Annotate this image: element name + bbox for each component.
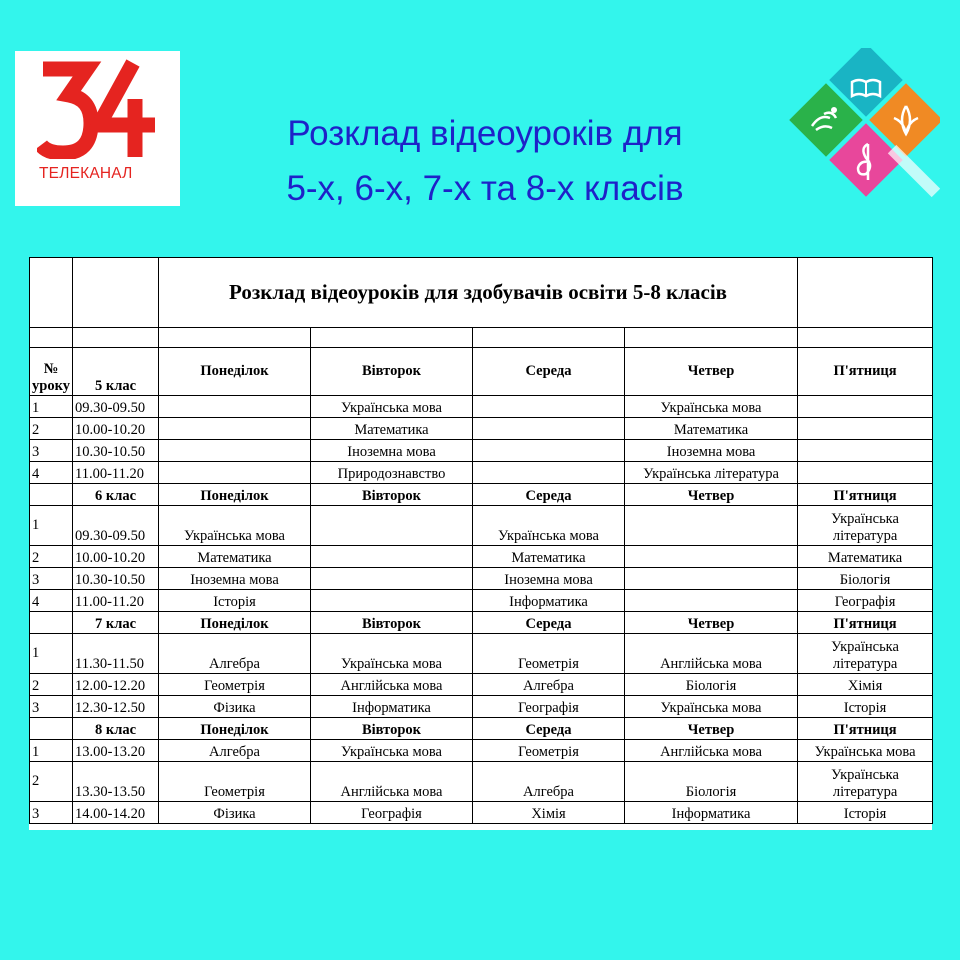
subject-cell (473, 440, 625, 462)
subject-cell: Українська мова (159, 506, 311, 546)
subject-cell (311, 506, 473, 546)
lesson-time: 12.00-12.20 (73, 674, 159, 696)
table-row (30, 396, 933, 418)
subject-cell (311, 590, 473, 612)
lesson-number: 1 (30, 740, 73, 762)
subject-cell: Українська література (625, 462, 798, 484)
subject-cell: Хімія (798, 674, 933, 696)
subject-cell (473, 396, 625, 418)
day-header-4: П'ятниця (798, 348, 933, 396)
lesson-number: 3 (30, 802, 73, 824)
subject-cell: Іноземна мова (473, 568, 625, 590)
lesson-number: 2 (30, 418, 73, 440)
lesson-time: 13.30-13.50 (73, 762, 159, 802)
subject-cell (159, 396, 311, 418)
subject-cell (798, 440, 933, 462)
day-header-2: Середа (473, 484, 625, 506)
subject-cell (798, 462, 933, 484)
subject-cell: Англійська мова (625, 634, 798, 674)
lesson-time: 11.00-11.20 (73, 462, 159, 484)
empty-cell (30, 612, 73, 634)
empty-cell (30, 484, 73, 506)
subject-cell: Біологія (798, 568, 933, 590)
empty-cell (30, 718, 73, 740)
subject-cell: Українська мова (625, 396, 798, 418)
subject-cell: Українська мова (311, 634, 473, 674)
subject-cell: Математика (798, 546, 933, 568)
day-header-3: Четвер (625, 718, 798, 740)
table-row (30, 634, 933, 674)
subject-cell: Математика (311, 418, 473, 440)
headline-line-2: 5-х, 6-х, 7-х та 8-х класів (286, 169, 684, 208)
subject-cell (159, 440, 311, 462)
day-header-2: Середа (473, 718, 625, 740)
subject-cell (473, 462, 625, 484)
day-header-3: Четвер (625, 484, 798, 506)
table-row (30, 440, 933, 462)
lesson-time: 12.30-12.50 (73, 696, 159, 718)
day-header-1: Вівторок (311, 612, 473, 634)
subject-cell: Біологія (625, 762, 798, 802)
empty-cell (30, 328, 73, 348)
subject-cell: Іноземна мова (159, 568, 311, 590)
empty-cell (159, 328, 311, 348)
subject-cell: Геометрія (473, 740, 625, 762)
subject-cell: Геометрія (473, 634, 625, 674)
lesson-time: 10.30-10.50 (73, 440, 159, 462)
empty-cell (473, 328, 625, 348)
subject-cell: Історія (798, 696, 933, 718)
subject-cell: Українська мова (311, 740, 473, 762)
subject-cell: Біологія (625, 674, 798, 696)
subject-cell: Природознавство (311, 462, 473, 484)
lesson-number: 3 (30, 568, 73, 590)
subject-cell: Географія (798, 590, 933, 612)
subject-cell: Математика (625, 418, 798, 440)
subject-cell (798, 396, 933, 418)
subject-cell (625, 506, 798, 546)
day-header-4: П'ятниця (798, 718, 933, 740)
table-row (30, 696, 933, 718)
subject-cell (473, 418, 625, 440)
subject-cell (311, 546, 473, 568)
empty-cell (798, 258, 933, 328)
lesson-time: 10.30-10.50 (73, 568, 159, 590)
subject-cell: Українська література (798, 506, 933, 546)
day-header-0: Понеділок (159, 612, 311, 634)
subject-cell (625, 568, 798, 590)
lesson-number: 1 (30, 396, 73, 418)
class-label: 8 клас (73, 718, 159, 740)
subject-cell: Українська література (798, 634, 933, 674)
lesson-time: 09.30-09.50 (73, 396, 159, 418)
subject-cell: Українська мова (473, 506, 625, 546)
subject-cell: Геометрія (159, 762, 311, 802)
subject-cell: Історія (159, 590, 311, 612)
day-header-2: Середа (473, 612, 625, 634)
subject-cell (625, 546, 798, 568)
class-label: 7 клас (73, 612, 159, 634)
day-header-2: Середа (473, 348, 625, 396)
empty-cell (625, 328, 798, 348)
table-row (30, 568, 933, 590)
subject-cell: Географія (311, 802, 473, 824)
corner-cell (30, 258, 73, 328)
subject-cell: Математика (159, 546, 311, 568)
channel-34-logo (15, 51, 180, 206)
empty-cell (73, 328, 159, 348)
day-header-1: Вівторок (311, 718, 473, 740)
subject-cell: Інформатика (311, 696, 473, 718)
table-row (30, 546, 933, 568)
day-header-3: Четвер (625, 612, 798, 634)
subject-cell (159, 462, 311, 484)
subject-cell: Історія (798, 802, 933, 824)
table-row (30, 674, 933, 696)
lesson-number: 2 (30, 674, 73, 696)
day-header-4: П'ятниця (798, 484, 933, 506)
day-header-4: П'ятниця (798, 612, 933, 634)
corner-cell (73, 258, 159, 328)
class-label: 5 клас (73, 348, 159, 396)
subject-cell: Фізика (159, 802, 311, 824)
table-row (30, 802, 933, 824)
channel-name: ТЕЛЕКАНАЛ (39, 165, 133, 182)
subject-cell: Українська мова (311, 396, 473, 418)
table-row (30, 418, 933, 440)
day-header-0: Понеділок (159, 348, 311, 396)
lesson-time: 11.00-11.20 (73, 590, 159, 612)
day-header-0: Понеділок (159, 718, 311, 740)
subject-cell: Англійська мова (311, 674, 473, 696)
lesson-time: 13.00-13.20 (73, 740, 159, 762)
lesson-number-header: № уроку (30, 348, 73, 396)
lesson-number: 2 (30, 762, 73, 802)
subject-cell: Географія (473, 696, 625, 718)
subject-cell: Українська мова (798, 740, 933, 762)
empty-cell (311, 328, 473, 348)
table-row (30, 506, 933, 546)
lesson-number: 3 (30, 696, 73, 718)
subject-cell: Інформатика (625, 802, 798, 824)
subject-cell: Англійська мова (311, 762, 473, 802)
subject-cell: Геометрія (159, 674, 311, 696)
day-header-1: Вівторок (311, 484, 473, 506)
lesson-number: 2 (30, 546, 73, 568)
section-header-row (30, 718, 933, 740)
section-header-row (30, 612, 933, 634)
subject-cell: Фізика (159, 696, 311, 718)
page-headline (200, 106, 770, 216)
table-row (30, 740, 933, 762)
lesson-time: 10.00-10.20 (73, 418, 159, 440)
lesson-time: 11.30-11.50 (73, 634, 159, 674)
subject-cell (311, 568, 473, 590)
logo-34-digits (37, 59, 157, 159)
headline-line-1: Розклад відеоуроків для (287, 114, 683, 153)
day-header-0: Понеділок (159, 484, 311, 506)
subject-cell: Інформатика (473, 590, 625, 612)
subject-cell: Іноземна мова (311, 440, 473, 462)
section-header-row (30, 484, 933, 506)
subject-cell: Українська література (798, 762, 933, 802)
subject-cell: Алгебра (159, 634, 311, 674)
subject-cell: Хімія (473, 802, 625, 824)
subject-cell: Англійська мова (625, 740, 798, 762)
subject-cell (625, 590, 798, 612)
subject-cell: Алгебра (159, 740, 311, 762)
day-header-1: Вівторок (311, 348, 473, 396)
lesson-number: 1 (30, 634, 73, 674)
day-header-3: Четвер (625, 348, 798, 396)
subject-cell: Математика (473, 546, 625, 568)
schedule-table (29, 257, 933, 824)
table-title: Розклад відеоуроків для здобувачів освіти 5-8 класів (159, 258, 798, 328)
lesson-time: 10.00-10.20 (73, 546, 159, 568)
class-label: 6 клас (73, 484, 159, 506)
department-logo (780, 48, 940, 213)
lesson-number: 1 (30, 506, 73, 546)
subject-cell: Іноземна мова (625, 440, 798, 462)
subject-cell: Алгебра (473, 762, 625, 802)
table-row (30, 762, 933, 802)
lesson-number: 4 (30, 462, 73, 484)
lesson-number: 3 (30, 440, 73, 462)
subject-cell (159, 418, 311, 440)
table-row (30, 590, 933, 612)
lesson-time: 09.30-09.50 (73, 506, 159, 546)
subject-cell: Українська мова (625, 696, 798, 718)
section-header-row (30, 348, 933, 396)
lesson-number: 4 (30, 590, 73, 612)
subject-cell (798, 418, 933, 440)
subject-cell: Алгебра (473, 674, 625, 696)
lesson-time: 14.00-14.20 (73, 802, 159, 824)
table-row (30, 462, 933, 484)
empty-cell (798, 328, 933, 348)
